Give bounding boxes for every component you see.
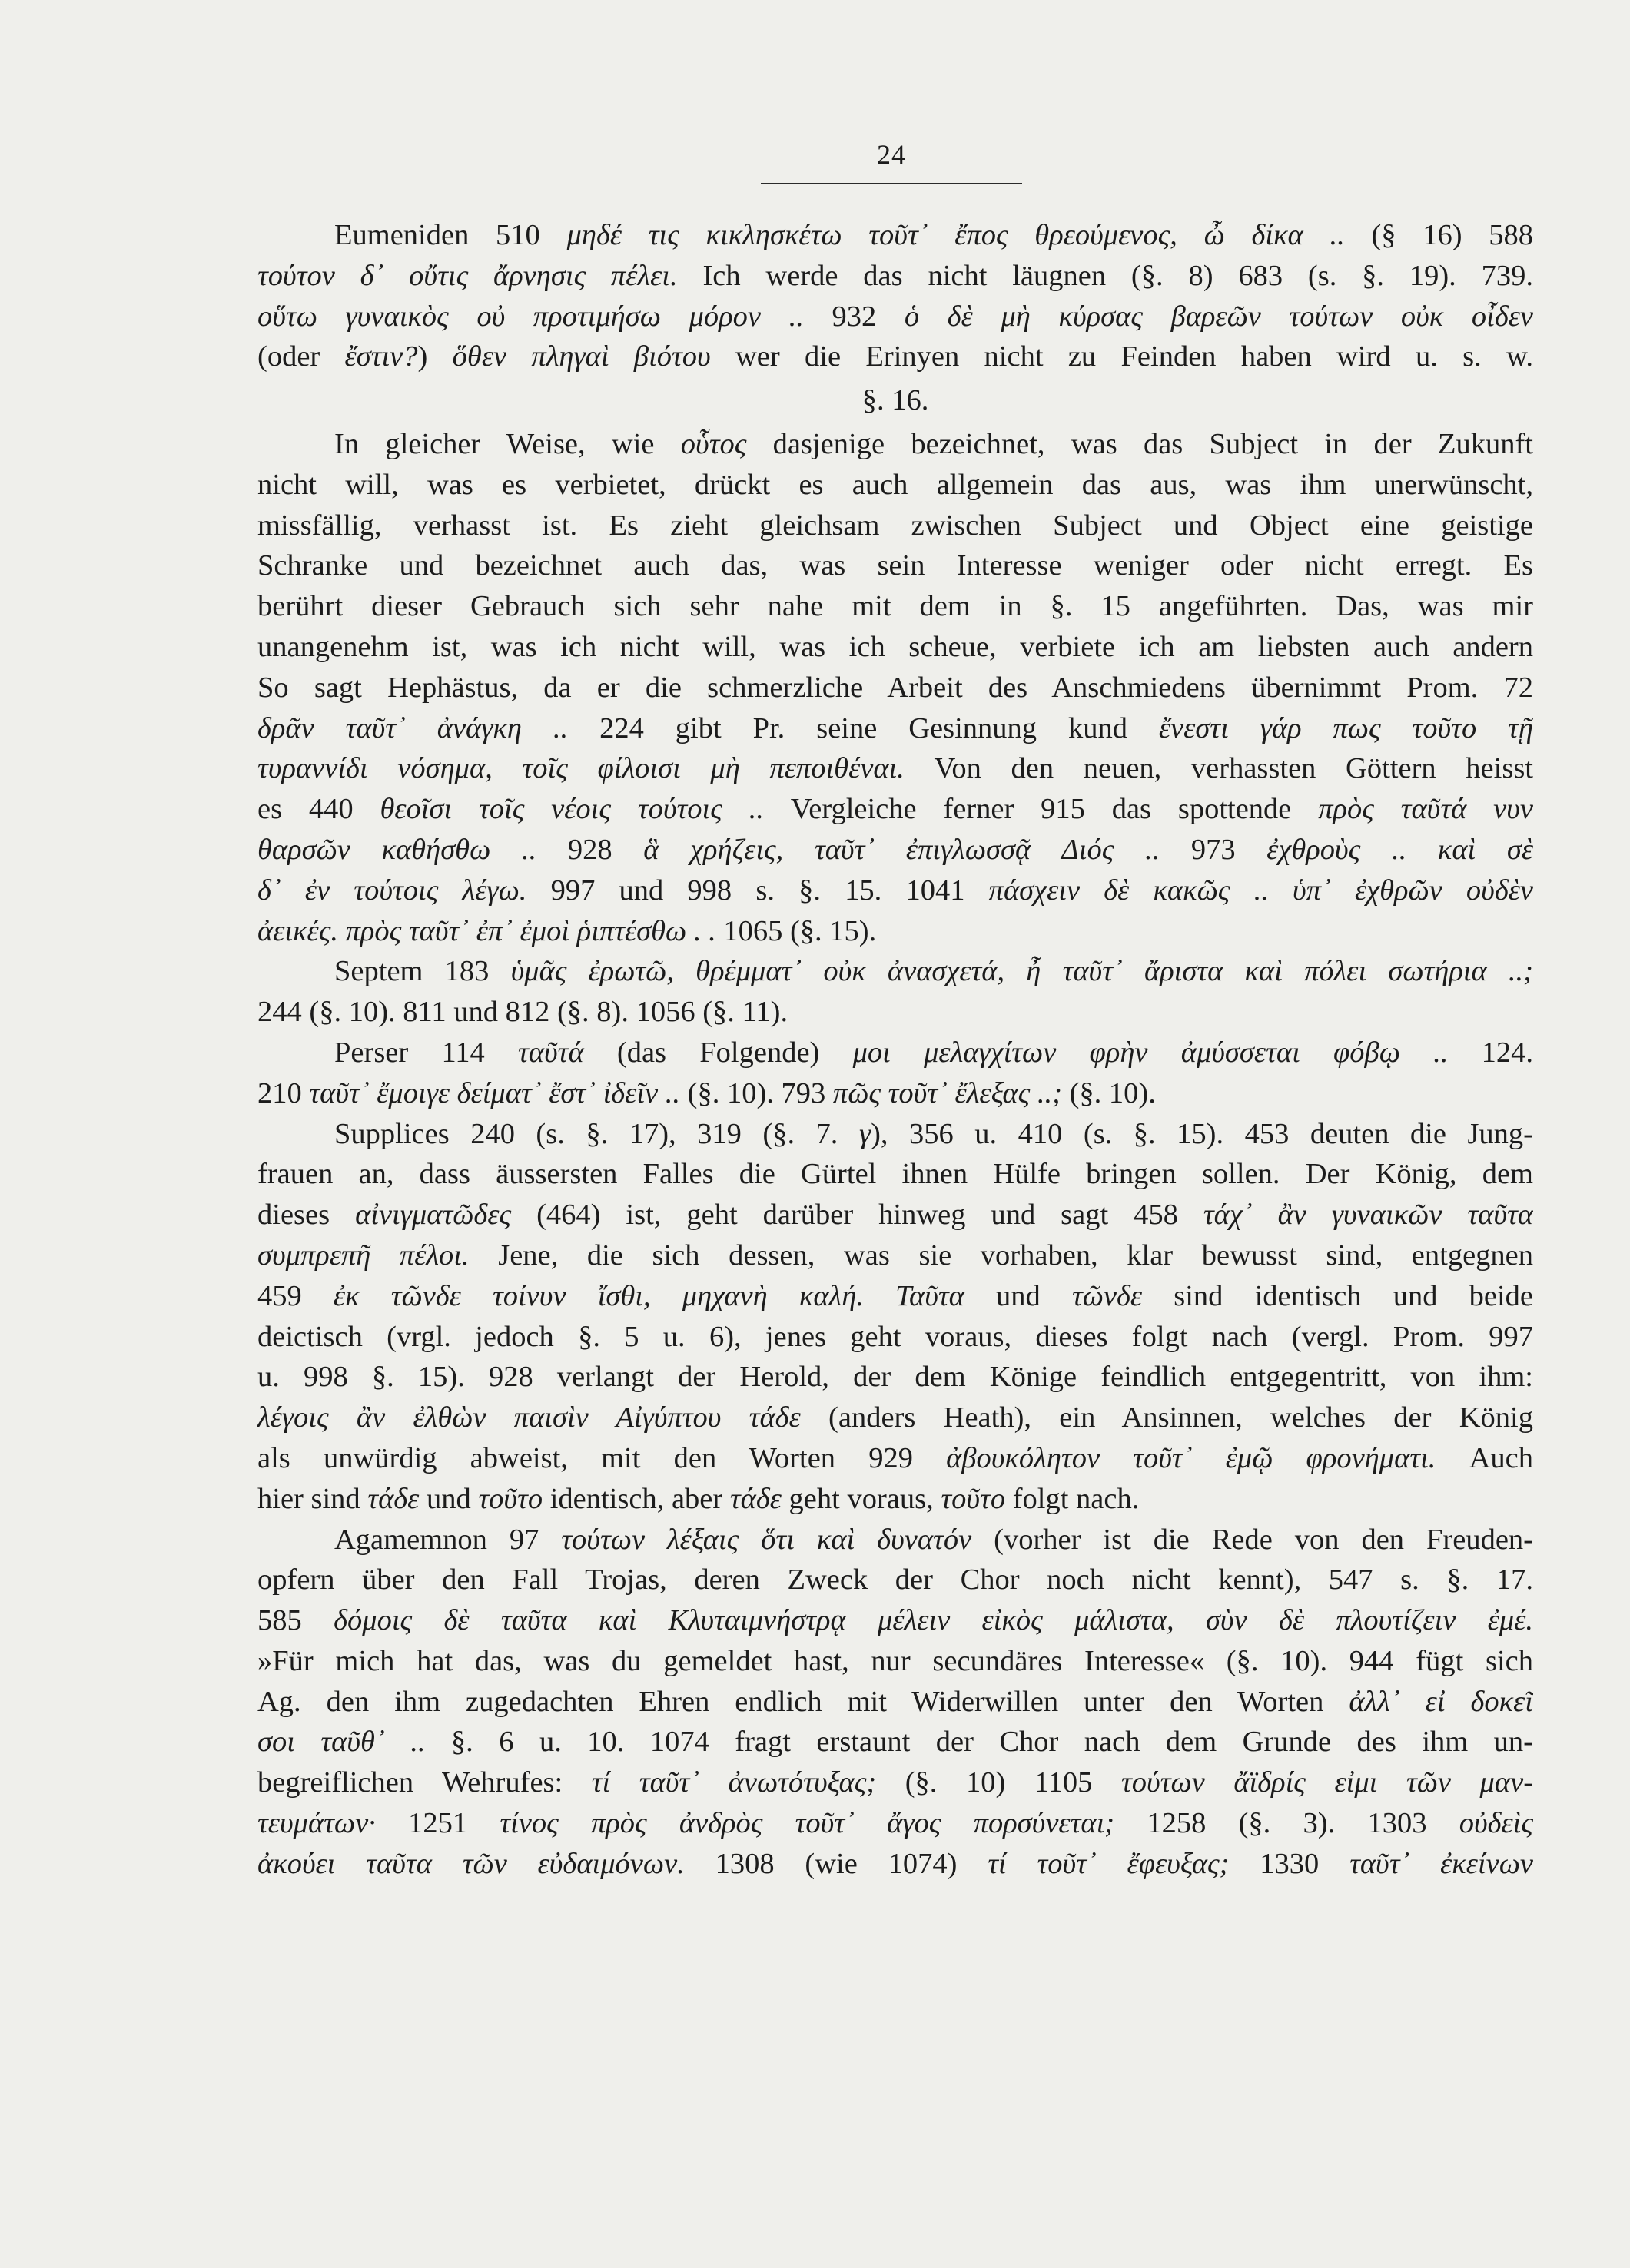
text-line: δ᾽ ἐν τούτοις λέγω. 997 und 998 s. §. 15. 1041 πάσχειν δὲ κακῶς .. ὑπ᾽ ἐχθρῶν οὐδὲν	[257, 874, 1533, 907]
text-line: θαρσῶν καθήσθω .. 928 ἃ χρήζεις, ταῦτ᾽ ἐπιγλωσσᾷ Διός .. 973 ἐχθροὺς .. καὶ σὲ	[257, 833, 1533, 866]
text-line: unangenehm ist, was ich nicht will, was ich scheue, verbiete ich am liebsten auch andern	[257, 630, 1533, 663]
text-line: τευμάτων· 1251 τίνος πρὸς ἀνδρὸς τοῦτ᾽ ἄγος πορσύνεται; 1258 (§. 3). 1303 οὐδεὶς	[257, 1807, 1533, 1840]
text-line: Schranke und bezeichnet auch das, was sein Interesse weniger oder nicht erregt. Es	[257, 549, 1533, 582]
text-line: Perser 114 ταῦτά (das Folgende) μοι μελαγχίτων φρὴν ἀμύσσεται φόβῳ .. 124.	[334, 1036, 1533, 1069]
text-line: deictisch (vrgl. jedoch §. 5 u. 6), jenes geht voraus, dieses folgt nach (vergl. Prom. 997	[257, 1320, 1533, 1353]
text-line: hier sind τάδε und τοῦτο identisch, aber τάδε geht voraus, τοῦτο folgt nach.	[257, 1482, 1140, 1515]
header-rule	[761, 183, 1022, 184]
text-line: u. 998 §. 15). 928 verlangt der Herold, der dem Könige feindlich entgegentritt, von ihm:	[257, 1361, 1533, 1394]
text-line: missfällig, verhasst ist. Es zieht gleichsam zwischen Subject und Object eine geistige	[257, 509, 1533, 542]
text-line: opfern über den Fall Trojas, deren Zweck der Chor noch nicht kennt), 547 s. §. 17.	[257, 1563, 1533, 1597]
text-line: Ag. den ihm zugedachten Ehren endlich mit Widerwillen unter den Worten ἀλλ᾽ εἰ δοκεῖ	[257, 1685, 1533, 1718]
text-line: 210 ταῦτ᾽ ἔμοιγε δείματ᾽ ἔστ᾽ ἰδεῖν .. (§. 10). 793 πῶς τοῦτ᾽ ἔλεξας ..; (§. 10).	[257, 1076, 1156, 1109]
text-line: τούτον δ᾽ οὔτις ἄρνησις πέλει. Ich werde das nicht läugnen (§. 8) 683 (s. §. 19). 739.	[257, 259, 1533, 292]
text-line: begreiflichen Wehrufes: τί ταῦτ᾽ ἀνωτότυξας; (§. 10) 1105 τούτων ἄϊδρίς εἰμι τῶν μαν-	[257, 1766, 1533, 1799]
text-line: In gleicher Weise, wie οὗτος dasjenige bezeichnet, was das Subject in der Zukunft	[334, 427, 1533, 460]
text-line: »Für mich hat das, was du gemeldet hast, nur secundäres Interesse« (§. 10). 944 fügt sich	[257, 1644, 1533, 1677]
section-heading: §. 16.	[861, 384, 929, 417]
page-number: 24	[877, 139, 906, 170]
paragraph-eumeniden	[257, 215, 1533, 377]
body-text	[257, 215, 1533, 1885]
text-line: nicht will, was es verbietet, drückt es auch allgemein das aus, was ihm unerwünscht,	[257, 468, 1533, 501]
text-line: frauen an, dass äussersten Falles die Gürtel ihnen Hülfe bringen sollen. Der König, dem	[257, 1158, 1533, 1191]
text-line: Septem 183 ὑμᾶς ἐρωτῶ, θρέμματ᾽ οὐκ ἀνασχετά, ἦ ταῦτ᾽ ἄριστα καὶ πόλει σωτήρια ..;	[334, 955, 1533, 988]
text-line: So sagt Hephästus, da er die schmerzliche Arbeit des Anschmiedens übernimmt Prom. 72	[257, 671, 1533, 704]
text-line: 244 (§. 10). 811 und 812 (§. 8). 1056 (§. 11).	[257, 996, 788, 1029]
text-line: berührt dieser Gebrauch sich sehr nahe mit dem in §. 15 angeführten. Das, was mir	[257, 590, 1533, 623]
text-line: δρᾶν ταῦτ᾽ ἀνάγκη .. 224 gibt Pr. seine Gesinnung kund ἔνεστι γάρ πως τοῦτο τῇ	[257, 711, 1533, 744]
text-line: als unwürdig abweist, mit den Worten 929 ἀβουκόλητον τοῦτ᾽ ἐμῷ φρονήματι. Auch	[257, 1441, 1533, 1474]
text-line: οὕτω γυναικὸς οὐ προτιμήσω μόρον .. 932 ὁ δὲ μὴ κύρσας βαρεῶν τούτων οὐκ οἶδεν	[257, 300, 1533, 333]
text-line: (oder ἔστιν?) ὅθεν πληγαὶ βιότου wer die Erinyen nicht zu Feinden haben wird u. s. w.	[257, 340, 1533, 373]
text-line: συμπρεπῆ πέλοι. Jene, die sich dessen, was sie vorhaben, klar bewusst sind, entgegnen	[257, 1238, 1533, 1272]
text-line: 585 δόμοις δὲ ταῦτα καὶ Κλυταιμνήστρᾳ μέλειν εἰκὸς μάλιστα, σὺν δὲ πλουτίζειν ἐμέ.	[257, 1604, 1533, 1637]
text-line: dieses αἰνιγματῶδες (464) ist, geht darüber hinweg und sagt 458 τάχ᾽ ἂν γυναικῶν ταῦτα	[257, 1199, 1533, 1232]
text-line: ἀεικές. πρὸς ταῦτ᾽ ἐπ᾽ ἐμοὶ ῥιπτέσθω . . 1065 (§. 15).	[257, 914, 877, 947]
text-line: σοι ταῦθ᾽ .. §. 6 u. 10. 1074 fragt erstaunt der Chor nach dem Grunde des ihm un-	[257, 1726, 1533, 1759]
text-line: Supplices 240 (s. §. 17), 319 (§. 7. γ), 356 u. 410 (s. §. 15). 453 deuten die Jung-	[334, 1117, 1533, 1150]
text-line: Agamemnon 97 τούτων λέξαις ὅτι καὶ δυνατόν (vorher ist die Rede von den Freuden-	[334, 1523, 1533, 1556]
text-line: λέγοις ἂν ἐλθὼν παισὶν Αἰγύπτου τάδε (anders Heath), ein Ansinnen, welches der König	[257, 1401, 1533, 1434]
text-line: ἀκούει ταῦτα τῶν εὐδαιμόνων. 1308 (wie 1074) τί τοῦτ᾽ ἔφευξας; 1330 ταῦτ᾽ ἐκείνων	[257, 1847, 1533, 1880]
text-line: τυραννίδι νόσημα, τοῖς φίλοισι μὴ πεποιθέναι. Von den neuen, verhassten Göttern heisst	[257, 752, 1533, 785]
text-line: es 440 θεοῖσι τοῖς νέοις τούτοις .. Vergleiche ferner 915 das spottende πρὸς ταῦτά νυν	[257, 793, 1533, 826]
paragraph-section-16	[257, 424, 1533, 1885]
text-line: Eumeniden 510 μηδέ τις κικλησκέτω τοῦτ᾽ ἔπος θρεούμενος, ὦ δίκα .. (§ 16) 588	[334, 219, 1533, 251]
text-line: 459 ἐκ τῶνδε τοίνυν ἴσθι, μηχανὴ καλή. Ταῦτα und τῶνδε sind identisch und beide	[257, 1279, 1533, 1312]
